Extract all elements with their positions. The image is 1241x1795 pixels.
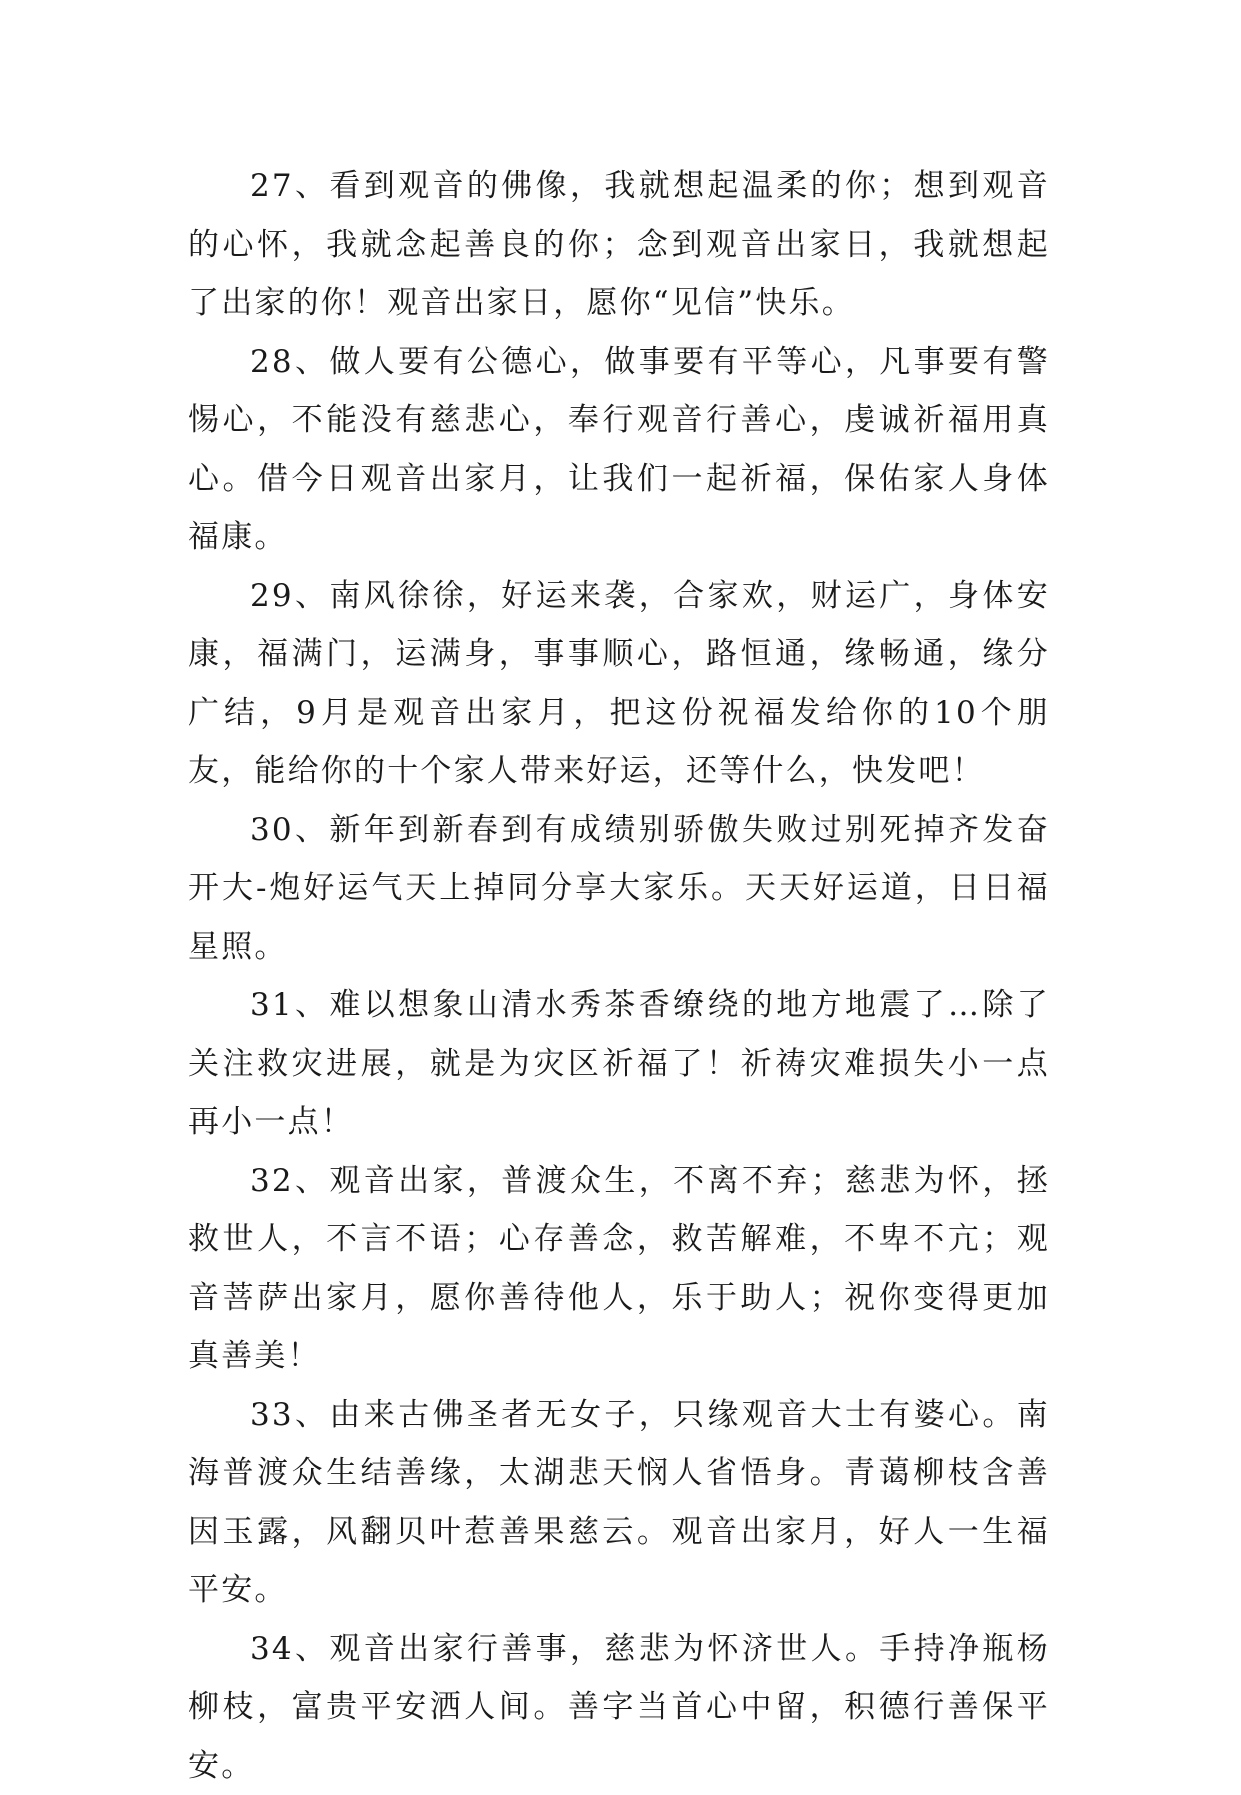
- paragraph-32: 32、观音出家，普渡众生，不离不弃；慈悲为怀，拯救世人，不言不语；心存善念，救苦解难，不卑不亢；观音菩萨出家月，愿你善待他人，乐于助人；祝你变得更加真善美！: [188, 1152, 1050, 1386]
- paragraph-29: 29、南风徐徐，好运来袭，合家欢，财运广，身体安康，福满门，运满身，事事顺心，路恒通，缘畅通，缘分广结，9月是观音出家月，把这份祝福发给你的10个朋友，能给你的十个家人带来好运，还等什么，快发吧！: [188, 567, 1050, 801]
- paragraph-28: 28、做人要有公德心，做事要有平等心，凡事要有警惕心，不能没有慈悲心，奉行观音行善心，虔诚祈福用真心。借今日观音出家月，让我们一起祈福，保佑家人身体福康。: [188, 333, 1050, 567]
- paragraph-27: 27、看到观音的佛像，我就想起温柔的你；想到观音的心怀，我就念起善良的你；念到观音出家日，我就想起了出家的你！观音出家日，愿你“见信”快乐。: [188, 157, 1050, 333]
- paragraph-31: 31、难以想象山清水秀茶香缭绕的地方地震了…除了关注救灾进展，就是为灾区祈福了！祈祷灾难损失小一点再小一点！: [188, 976, 1050, 1152]
- paragraph-33: 33、由来古佛圣者无女子，只缘观音大士有婆心。南海普渡众生结善缘，太湖悲天悯人省悟身。青蔼柳枝含善因玉露，风翻贝叶惹善果慈云。观音出家月，好人一生福平安。: [188, 1386, 1050, 1620]
- paragraph-34: 34、观音出家行善事，慈悲为怀济世人。手持净瓶杨柳枝，富贵平安洒人间。善字当首心中留，积德行善保平安。: [188, 1620, 1050, 1795]
- paragraph-30: 30、新年到新春到有成绩别骄傲失败过别死掉齐发奋开大-炮好运气天上掉同分享大家乐。天天好运道，日日福星照。: [188, 801, 1050, 977]
- document-body: [188, 157, 1050, 1795]
